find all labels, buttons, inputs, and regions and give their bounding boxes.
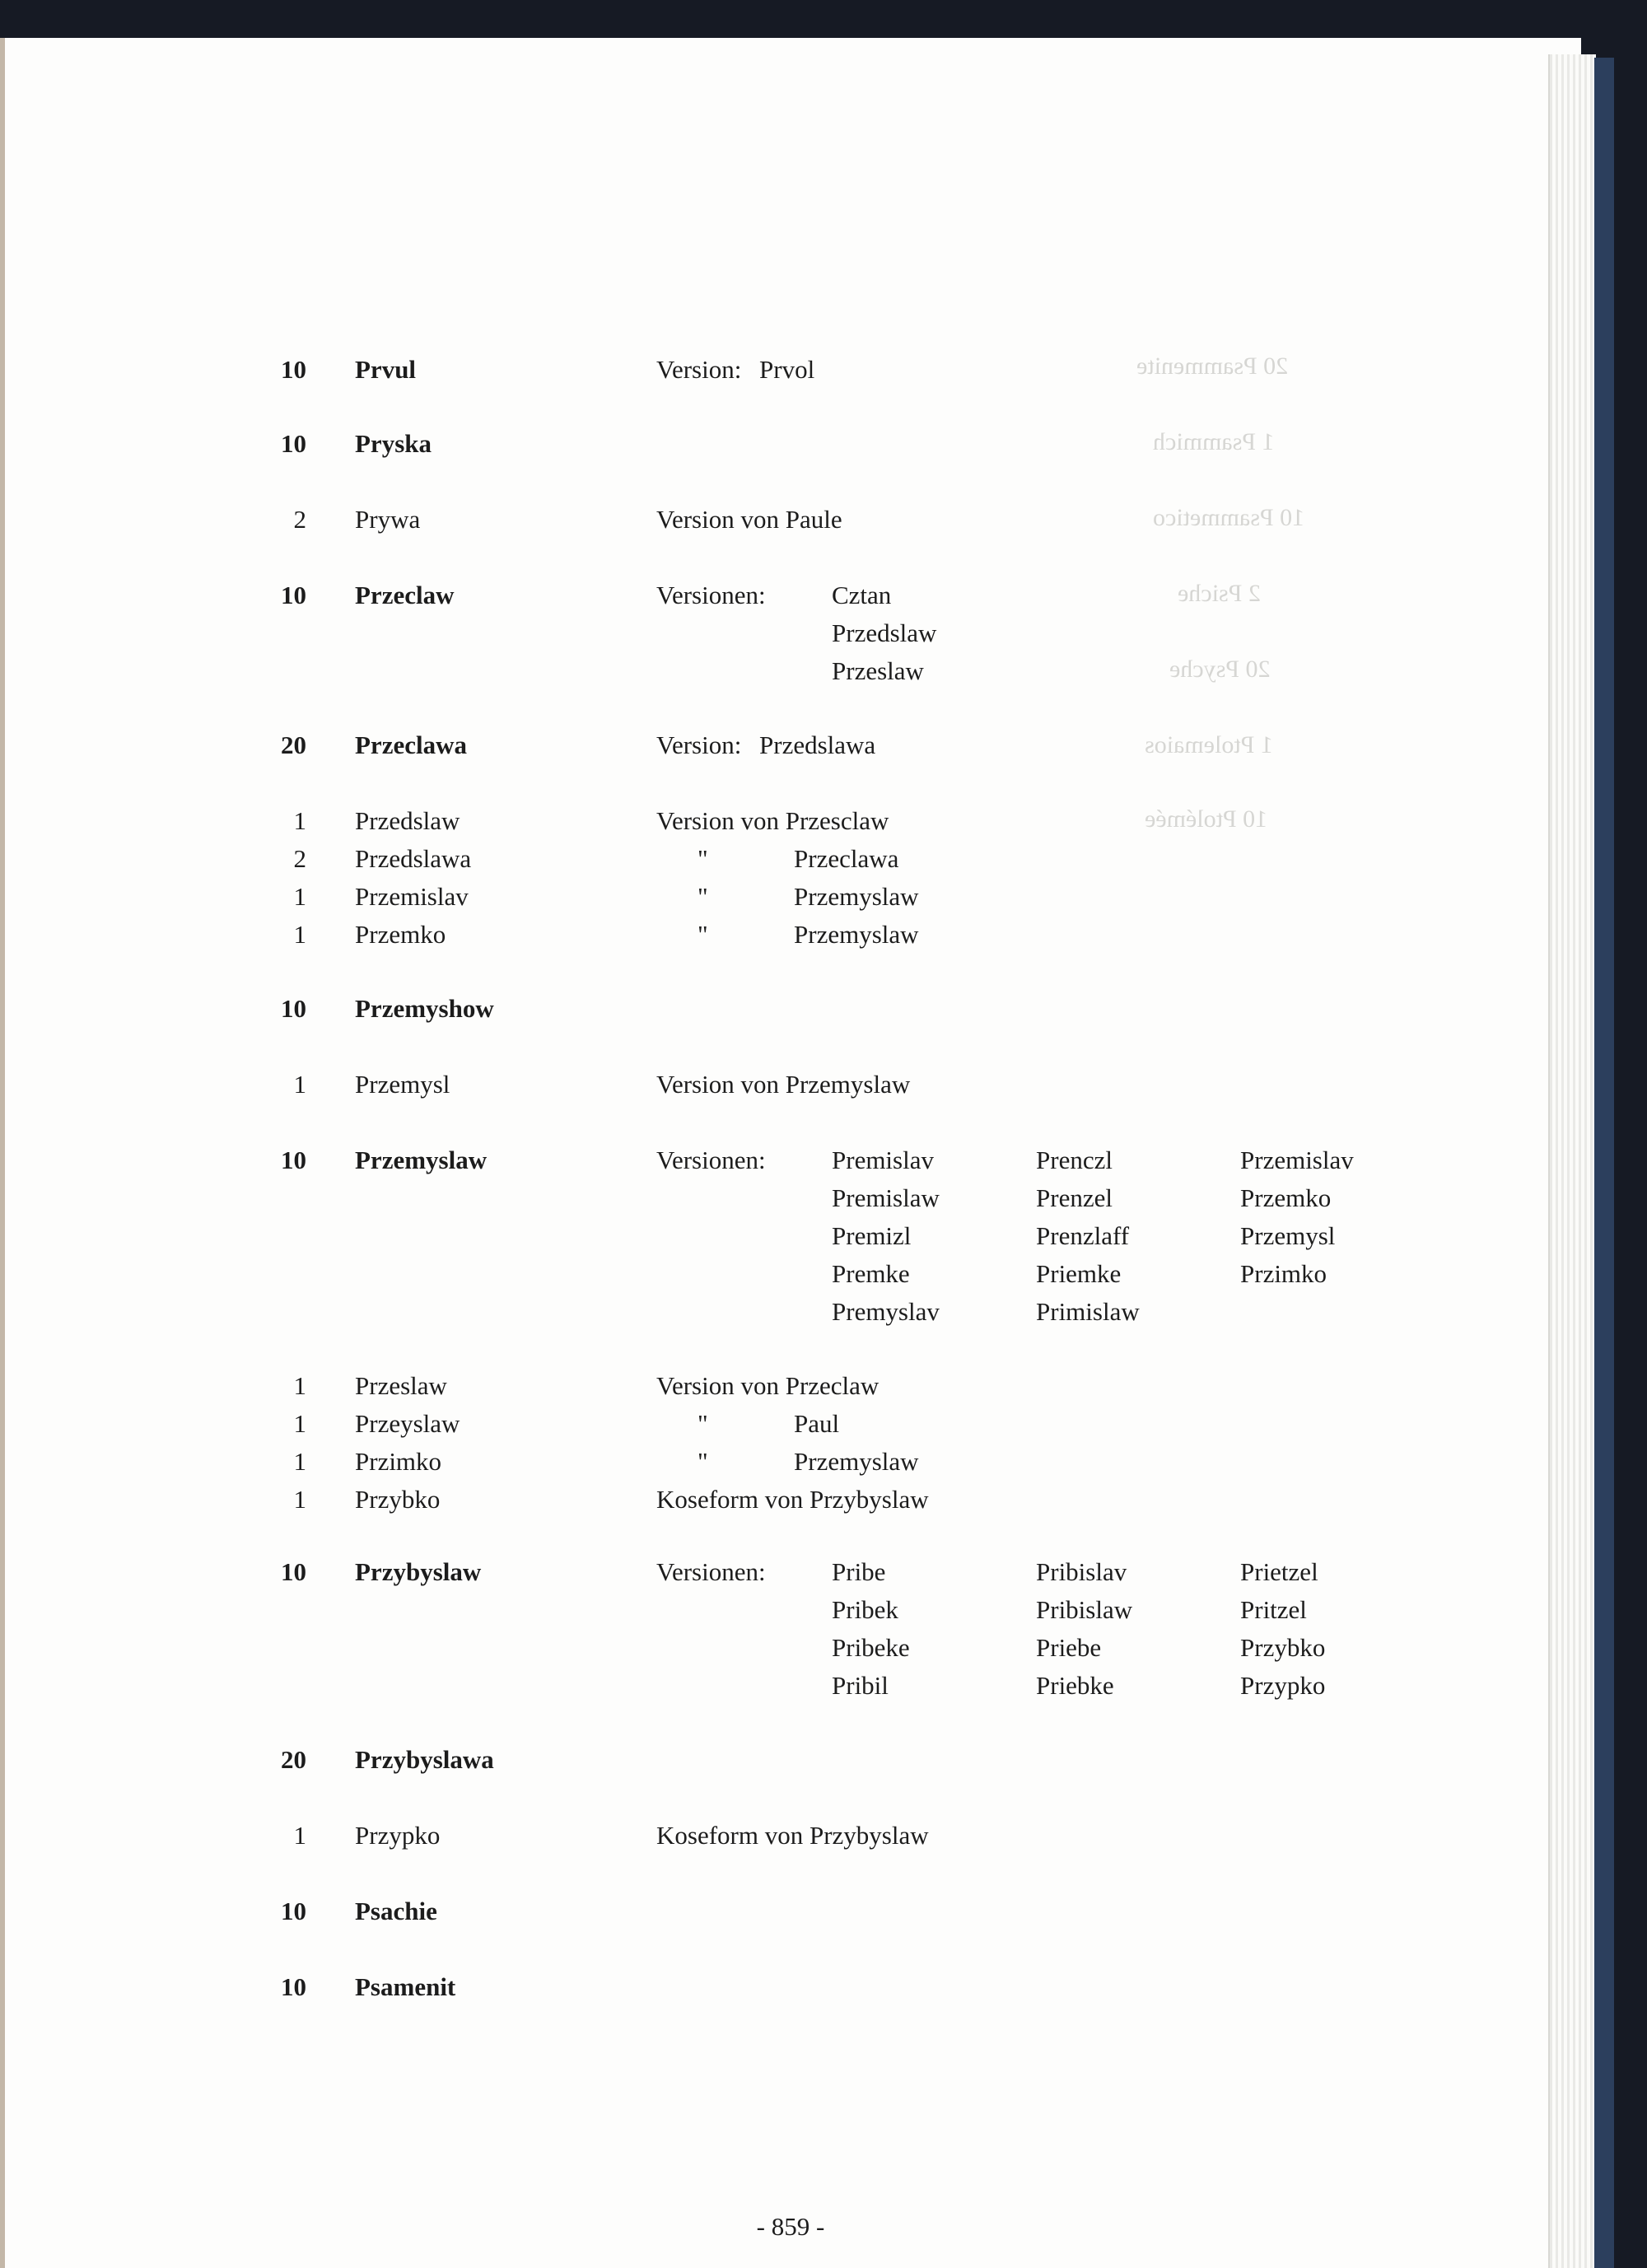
name: Przemislav	[355, 882, 469, 911]
note: Version von Paule	[656, 505, 842, 534]
frequency: 1	[293, 1485, 306, 1514]
name: Psachie	[355, 1897, 437, 1925]
book-spine-edge	[0, 38, 5, 2268]
name: Przimko	[355, 1447, 442, 1476]
note: Koseform von Przybyslaw	[656, 1485, 929, 1514]
book-cover-edge	[1594, 58, 1614, 2268]
ditto-mark: "	[698, 1447, 708, 1476]
variant: Pribe	[832, 1557, 886, 1586]
frequency: 1	[293, 1070, 306, 1099]
variant: Premizl	[832, 1221, 912, 1250]
ditto-mark: "	[698, 1409, 708, 1438]
name: Pryska	[355, 429, 432, 458]
note: Versionen:	[656, 581, 766, 609]
variant: Pritzel	[1240, 1595, 1307, 1624]
variant: Pribislaw	[1036, 1595, 1133, 1624]
name: Przeyslaw	[355, 1409, 460, 1438]
name: Przedslaw	[355, 806, 460, 835]
note: Version von Przesclaw	[656, 806, 889, 835]
frequency: 2	[293, 844, 306, 873]
name: Przybyslawa	[355, 1745, 494, 1774]
frequency: 10	[281, 355, 306, 384]
page-number: - 859 -	[756, 2212, 825, 2241]
variant: Premyslav	[832, 1297, 940, 1326]
ditto-mark: "	[698, 844, 708, 873]
variant: Premke	[832, 1259, 910, 1288]
frequency: 1	[293, 1447, 306, 1476]
frequency: 20	[281, 1745, 306, 1774]
note: Version:	[656, 355, 742, 384]
frequency: 1	[293, 920, 306, 949]
frequency: 1	[293, 882, 306, 911]
variant: Przedslawa	[759, 730, 876, 759]
frequency: 10	[281, 581, 306, 609]
variant: Przemko	[1240, 1183, 1332, 1212]
frequency: 10	[281, 429, 306, 458]
name: Przedslawa	[355, 844, 472, 873]
frequency: 10	[281, 1146, 306, 1174]
frequency: 1	[293, 1821, 306, 1850]
variant: Prenzel	[1036, 1183, 1113, 1212]
ditto-mark: "	[698, 920, 708, 949]
variant: Przemyslaw	[794, 882, 919, 911]
frequency: 10	[281, 994, 306, 1023]
note: Version von Przeclaw	[656, 1371, 879, 1400]
name: Przeslaw	[355, 1371, 447, 1400]
note: Versionen:	[656, 1146, 766, 1174]
name: Przeclawa	[355, 730, 467, 759]
note: Version von Przemyslaw	[656, 1070, 911, 1099]
note: Koseform von Przybyslaw	[656, 1821, 929, 1850]
show-through-text: 20 Psammenite	[1136, 352, 1289, 380]
note: Version:	[656, 730, 742, 759]
show-through-text: 20 Psyche	[1169, 656, 1271, 683]
name: Przybko	[355, 1485, 441, 1514]
variant: Prvol	[759, 355, 815, 384]
frequency: 10	[281, 1557, 306, 1586]
variant: Pribil	[832, 1671, 889, 1700]
name: Prvul	[355, 355, 417, 384]
name: Przemysl	[355, 1070, 450, 1099]
variant: Paul	[794, 1409, 840, 1438]
variant: Przeclawa	[794, 844, 899, 873]
show-through-text: 10 Ptolémée	[1145, 805, 1268, 833]
variant: Przeslaw	[832, 656, 924, 685]
variant: Premislav	[832, 1146, 934, 1174]
name: Przeclaw	[355, 581, 455, 609]
variant: Prenzlaff	[1036, 1221, 1130, 1250]
variant: Przemislav	[1240, 1146, 1354, 1174]
frequency: 1	[293, 1371, 306, 1400]
note: Versionen:	[656, 1557, 766, 1586]
frequency: 10	[281, 1972, 306, 2001]
name: Przybyslaw	[355, 1557, 482, 1586]
variant: Pribeke	[832, 1633, 910, 1662]
variant: Pribek	[832, 1595, 898, 1624]
frequency: 20	[281, 730, 306, 759]
show-through-text: 10 Psammetico	[1153, 504, 1305, 531]
page-stack-edges	[1548, 54, 1596, 2268]
variant: Przimko	[1240, 1259, 1327, 1288]
variant: Pribislav	[1036, 1557, 1127, 1586]
name: Przemyshow	[355, 994, 494, 1023]
frequency: 2	[293, 505, 306, 534]
variant: Premislaw	[832, 1183, 940, 1212]
variant: Przypko	[1240, 1671, 1326, 1700]
variant: Przemyslaw	[794, 1447, 919, 1476]
show-through-text: 1 Psammich	[1153, 428, 1275, 455]
variant: Primislaw	[1036, 1297, 1140, 1326]
show-through-text: 1 Ptolemaios	[1145, 731, 1273, 758]
variant: Przemysl	[1240, 1221, 1336, 1250]
frequency: 1	[293, 806, 306, 835]
variant: Priebke	[1036, 1671, 1114, 1700]
variant: Przybko	[1240, 1633, 1326, 1662]
variant: Prenczl	[1036, 1146, 1113, 1174]
book-page	[0, 38, 1581, 2268]
variant: Przedslaw	[832, 618, 937, 647]
name: Przemyslaw	[355, 1146, 488, 1174]
frequency: 10	[281, 1897, 306, 1925]
name: Przypko	[355, 1821, 441, 1850]
name: Przemko	[355, 920, 446, 949]
frequency: 1	[293, 1409, 306, 1438]
ditto-mark: "	[698, 882, 708, 911]
name: Prywa	[355, 505, 421, 534]
variant: Przemyslaw	[794, 920, 919, 949]
variant: Priebe	[1036, 1633, 1102, 1662]
variant: Prietzel	[1240, 1557, 1318, 1586]
variant: Cztan	[832, 581, 892, 609]
name: Psamenit	[355, 1972, 456, 2001]
variant: Priemke	[1036, 1259, 1122, 1288]
show-through-text: 2 Psiche	[1178, 580, 1261, 607]
